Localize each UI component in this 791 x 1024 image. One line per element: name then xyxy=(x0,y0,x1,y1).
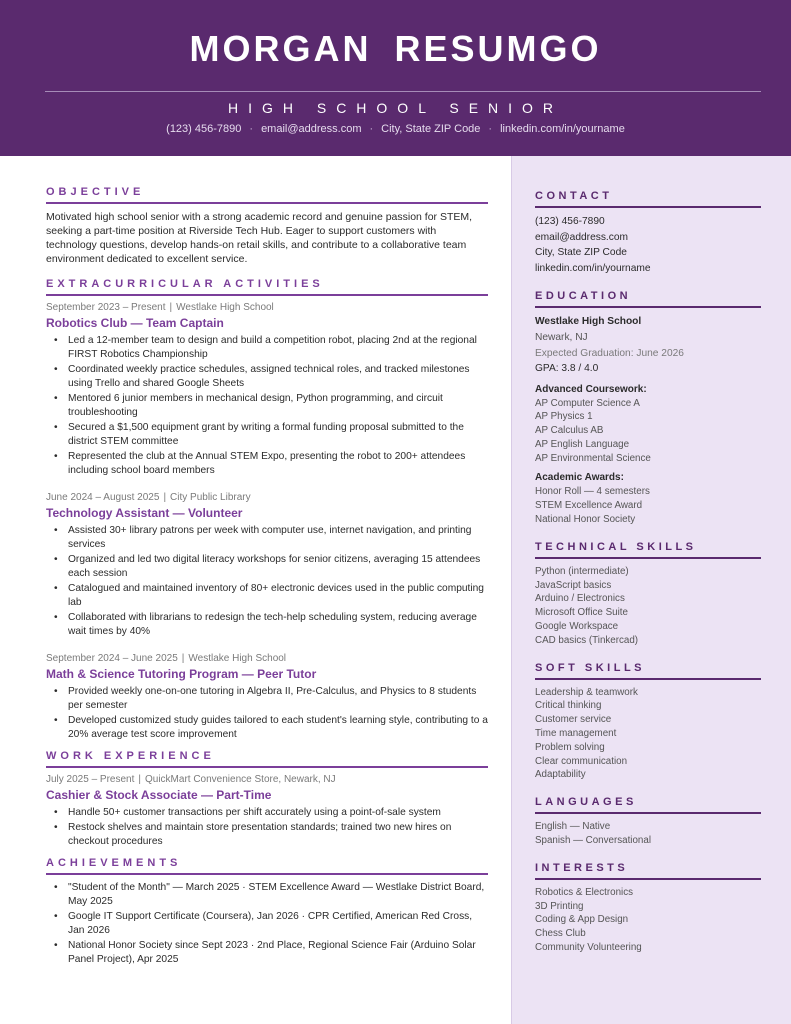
award-item: STEM Excellence Award xyxy=(535,500,643,512)
header-location: City, State ZIP Code xyxy=(381,123,481,135)
school-location: Newark, NJ xyxy=(535,332,588,343)
meta-divider: | xyxy=(163,492,167,503)
bullet-item: • Secured a $1,500 equipment grant by writing a formal funding proposal submitted to the district STEM committee xyxy=(46,421,488,449)
entry-dates: June 2024 – August 2025 xyxy=(46,492,160,503)
entry-dates: September 2023 – Present xyxy=(46,302,166,313)
entry-meta xyxy=(46,653,488,664)
entry-dates: September 2024 – June 2025 xyxy=(46,653,178,664)
bullet-item: • Collaborated with librarians to redesign the tech-help scheduling system, reducing average wait times by 40% xyxy=(46,611,488,639)
work-section xyxy=(46,750,488,849)
entry-meta xyxy=(46,492,488,503)
soft-skills-section xyxy=(535,662,761,783)
coursework-item: AP Computer Science A xyxy=(535,397,640,409)
languages-section xyxy=(535,796,761,848)
bullet-item: • Restock shelves and maintain store presentation standards; trained two new hires on checkout procedures xyxy=(46,821,488,849)
bullet-item: • Led a 12-member team to design and build a competition robot, placing 2nd at the regional FIRST Robotics Championship xyxy=(46,334,488,362)
extracurricular-section xyxy=(46,278,488,742)
coursework-title: Advanced Coursework: xyxy=(535,383,647,395)
section-title: INTERESTS xyxy=(535,862,761,880)
soft-skill-item: Problem solving xyxy=(535,741,605,753)
interest-item-list xyxy=(535,886,761,955)
soft-skill-item: Clear communication xyxy=(535,755,628,767)
candidate-title: HIGH SCHOOL SENIOR xyxy=(227,100,564,116)
entry-organization: Westlake High School xyxy=(188,653,287,664)
bullet-item: • Assisted 30+ library patrons per week with computer use, internet navigation, and printing services xyxy=(46,524,488,552)
bullet-item: • Mentored 6 junior members in mechanical design, Python programming, and circuit troubleshooting xyxy=(46,392,488,420)
bullet-item: • Catalogued and maintained inventory of 80+ electronic devices used in the public computing lab xyxy=(46,582,488,610)
technical-skill-item: Arduino / Electronics xyxy=(535,593,625,605)
experience-entry xyxy=(46,492,488,639)
meta-divider: | xyxy=(169,302,173,313)
award-item-list xyxy=(535,485,761,526)
entry-organization: Westlake High School xyxy=(176,302,274,313)
bullet-item: • Provided weekly one-on-one tutoring in Algebra II, Pre-Calculus, and Physics to 8 students per semester xyxy=(46,685,488,713)
award-item: National Honor Society xyxy=(535,514,636,526)
entry-bullets xyxy=(46,685,488,742)
language-item-list xyxy=(535,820,761,848)
contact-line: email@address.com xyxy=(535,231,629,243)
soft-skill-item: Leadership & teamwork xyxy=(535,686,638,698)
technical-skill-item: CAD basics (Tinkercad) xyxy=(535,634,639,646)
header-contact-line xyxy=(0,123,791,135)
section-title: OBJECTIVE xyxy=(46,186,488,204)
entry-bullets xyxy=(46,806,488,849)
bullet-item: • Handle 50+ customer transactions per shift accurately using a point-of-sale system xyxy=(46,806,488,820)
award-item: Honor Roll — 4 semesters xyxy=(535,486,650,498)
awards-title: Academic Awards: xyxy=(535,472,624,484)
entry-bullets xyxy=(46,524,488,639)
soft-skill-item: Critical thinking xyxy=(535,700,602,712)
entry-bullets xyxy=(46,334,488,478)
entry-meta xyxy=(46,774,488,785)
technical-skill-item-list xyxy=(535,565,761,648)
language-item: English — Native xyxy=(535,821,611,833)
header-separator: · xyxy=(488,123,493,135)
graduation-date: Expected Graduation: June 2026 xyxy=(535,347,684,359)
bullet-item: • Developed customized study guides tailored to each student's learning style, contributing to a 20% average test score improvement xyxy=(46,714,488,742)
section-title: EDUCATION xyxy=(535,290,761,308)
technical-skill-item: Google Workspace xyxy=(535,621,619,633)
achievement-item: • National Honor Society since Sept 2023 · 2nd Place, Regional Science Fair (Arduino Solar Panel Project), Apr 2025 xyxy=(46,939,488,967)
section-title: ACHIEVEMENTS xyxy=(46,857,488,875)
experience-entry xyxy=(46,774,488,849)
entry-dates: July 2025 – Present xyxy=(46,774,135,785)
candidate-name: MORGAN RESUMGO xyxy=(189,28,602,69)
interest-item: Chess Club xyxy=(535,928,586,940)
section-title: SOFT SKILLS xyxy=(535,662,761,680)
technical-skill-item: JavaScript basics xyxy=(535,579,612,591)
section-title: CONTACT xyxy=(535,190,761,208)
coursework-item-list xyxy=(535,397,761,466)
interests-section xyxy=(535,862,761,955)
coursework-item: AP Environmental Science xyxy=(535,452,651,464)
achievement-list xyxy=(46,881,488,967)
education-section xyxy=(535,290,761,527)
experience-entry xyxy=(46,302,488,478)
objective-section xyxy=(46,186,488,266)
header-separator: · xyxy=(249,123,254,135)
header-divider xyxy=(45,91,761,92)
gpa: GPA: 3.8 / 4.0 xyxy=(535,363,599,374)
technical-skill-item: Python (intermediate) xyxy=(535,565,629,577)
entry-organization: QuickMart Convenience Store, Newark, NJ xyxy=(145,774,336,785)
language-item: Spanish — Conversational xyxy=(535,835,651,847)
contact-line-list xyxy=(535,214,761,276)
soft-skill-item: Time management xyxy=(535,728,617,740)
soft-skill-item-list xyxy=(535,686,761,783)
objective-text: Motivated high school senior with a strong academic record and genuine passion for STEM, seeking a part-time position at Riverside Tech Hub. Eager to support customers with technology questions, develop hands-on retail skills, and contribute to a collaborative team environment dedicated to excellent service. xyxy=(46,211,473,265)
meta-divider: | xyxy=(181,653,185,664)
soft-skill-item: Customer service xyxy=(535,714,612,726)
entry-organization: City Public Library xyxy=(170,492,251,503)
meta-divider: | xyxy=(138,774,141,785)
entry-role: Technology Assistant — Volunteer xyxy=(46,506,243,520)
sidebar-content xyxy=(535,190,761,969)
resume-header xyxy=(0,0,791,156)
section-title: EXTRACURRICULAR ACTIVITIES xyxy=(46,278,488,296)
technical-skills-section xyxy=(535,541,761,648)
interest-item: Robotics & Electronics xyxy=(535,886,634,898)
achievement-item: • "Student of the Month" — March 2025 · STEM Excellence Award — Westlake District Board, May 2025 xyxy=(46,881,488,909)
entry-role: Robotics Club — Team Captain xyxy=(46,316,224,330)
section-title: WORK EXPERIENCE xyxy=(46,750,488,768)
bullet-item: • Coordinated weekly practice schedules, assigned technical roles, and tracked milestones using Trello and shared Google Sheets xyxy=(46,363,488,391)
extracurricular-entries xyxy=(46,302,488,742)
section-title: LANGUAGES xyxy=(535,796,761,814)
coursework-item: AP Calculus AB xyxy=(535,425,604,437)
achievements-section xyxy=(46,857,488,967)
technical-skill-item: Microsoft Office Suite xyxy=(535,607,628,619)
entry-role: Math & Science Tutoring Program — Peer Tutor xyxy=(46,667,317,681)
header-email: email@address.com xyxy=(261,123,362,135)
school-name: Westlake High School xyxy=(535,316,642,327)
section-title: TECHNICAL SKILLS xyxy=(535,541,761,559)
coursework-item: AP English Language xyxy=(535,438,630,450)
main-column xyxy=(46,186,488,968)
header-separator: · xyxy=(369,123,374,135)
contact-line: (123) 456-7890 xyxy=(535,216,605,227)
interest-item: Coding & App Design xyxy=(535,914,629,926)
entry-role: Cashier & Stock Associate — Part-Time xyxy=(46,788,272,802)
entry-meta xyxy=(46,302,488,313)
work-entries xyxy=(46,774,488,849)
contact-line: City, State ZIP Code xyxy=(535,247,627,258)
experience-entry xyxy=(46,653,488,742)
achievement-item: • Google IT Support Certificate (Coursera), Jan 2026 · CPR Certified, American Red Cross, Jan 2026 xyxy=(46,910,488,938)
header-phone: (123) 456-7890 xyxy=(166,123,242,135)
contact-section xyxy=(535,190,761,276)
interest-item: Community Volunteering xyxy=(535,942,642,954)
contact-line: linkedin.com/in/yourname xyxy=(535,262,651,274)
header-linkedin: linkedin.com/in/yourname xyxy=(500,123,625,135)
coursework-item: AP Physics 1 xyxy=(535,411,593,423)
bullet-item: • Represented the club at the Annual STEM Expo, presenting the robot to 200+ attendees including school board members xyxy=(46,450,488,478)
soft-skill-item: Adaptability xyxy=(535,769,586,781)
bullet-item: • Organized and led two digital literacy workshops for senior citizens, averaging 15 attendees each session xyxy=(46,553,488,581)
interest-item: 3D Printing xyxy=(535,900,584,912)
